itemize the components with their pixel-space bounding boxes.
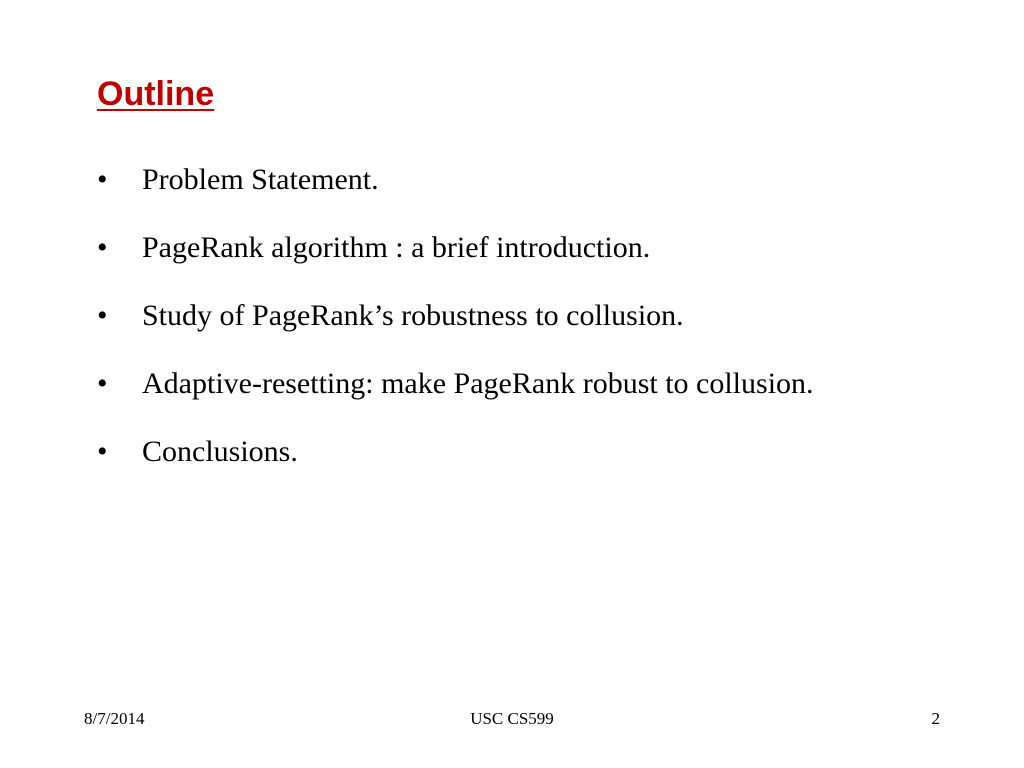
bullet-text: PageRank algorithm : a brief introduction. — [142, 231, 651, 264]
bullet-text: Adaptive-resetting: make PageRank robust to collusion. — [142, 367, 814, 400]
bullet-text: Study of PageRank’s robustness to collusion. — [142, 299, 684, 332]
bullet-text: Conclusions. — [142, 435, 298, 468]
slide-title: Outline — [97, 75, 215, 113]
bullet-item-robustness-study — [97, 292, 857, 340]
bullet-icon: • — [97, 163, 108, 196]
bullet-item-adaptive-resetting — [97, 360, 857, 408]
bullet-item-conclusions — [97, 428, 857, 476]
bullet-icon: • — [97, 231, 108, 264]
bullet-icon: • — [97, 299, 108, 332]
bullet-item-problem-statement — [97, 156, 857, 204]
footer-course: USC CS599 — [470, 709, 554, 728]
footer-page-number: 2 — [931, 709, 940, 728]
footer-date: 8/7/2014 — [84, 709, 145, 728]
bullet-list — [97, 156, 857, 496]
bullet-icon: • — [97, 435, 108, 468]
bullet-icon: • — [97, 367, 108, 400]
bullet-text: Problem Statement. — [142, 163, 379, 196]
bullet-item-pagerank-intro — [97, 224, 857, 272]
